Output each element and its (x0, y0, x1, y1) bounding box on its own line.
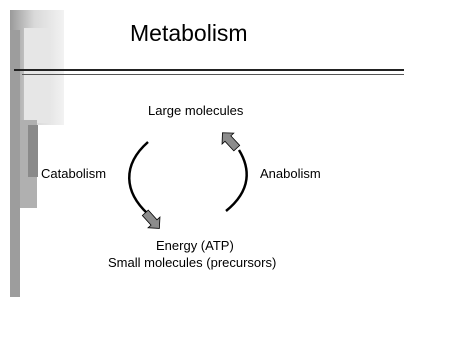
large-molecules-label: Large molecules (148, 103, 244, 118)
anabolism-label: Anabolism (260, 166, 321, 181)
anabolism-arrow (217, 127, 243, 153)
catabolism-label: Catabolism (41, 166, 107, 181)
catabolism-arrow (139, 207, 165, 233)
small-molecules-label: Small molecules (precursors) (108, 255, 277, 270)
catabolism-curve (129, 142, 148, 214)
slide-title: Metabolism (130, 20, 248, 46)
energy-atp-label: Energy (ATP) (156, 238, 234, 253)
anabolism-curve (226, 150, 247, 211)
